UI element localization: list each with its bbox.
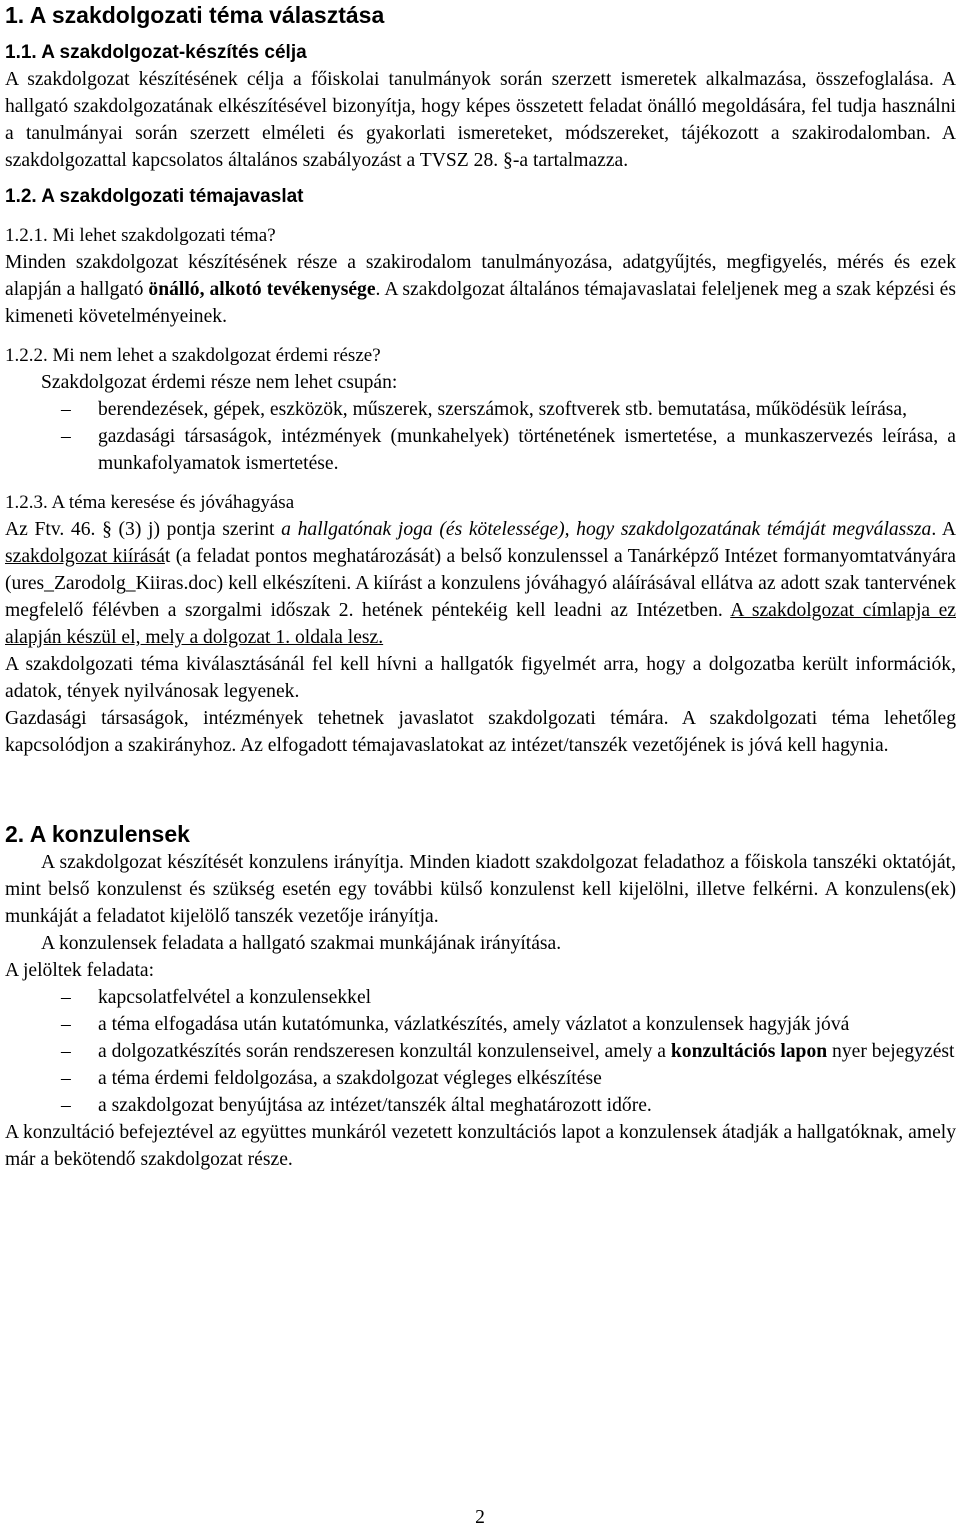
list-item: – kapcsolatfelvétel a konzulensekkel [5,984,956,1011]
q1-text-bold: önálló, alkotó tevékenysége [148,279,376,300]
q3-text-b: . A [931,519,956,540]
section-2-paragraph-2: A konzulensek feladata a hallgató szakmai munkájának irányítása. [41,933,562,954]
q3-text-underline-2: A szakdolgozat címlapja ez alapján készül el, mely a dolgozat 1. oldala lesz. [5,600,956,648]
q3-text-underline-1: szakdolgozat kiírásá [5,546,165,567]
list-item: – a téma érdemi feldolgozása, a szakdolgozat végleges elkészítése [5,1065,956,1092]
q3-text-c: t (a feladat pontos meghatározását) a belső konzulenssel a Tanárképző Intézet formanyomtatványára (ures_Zarodolg_Kiiras.doc) kell elkészíteni. A kiírást a konzulens jóváhagyó aláírásával ellátva az adott szak tantervének megfelelő félévben a szorgalmi időszak 2. hetének péntekéig kell leadni az Intézetben. [5,546,956,621]
question-1-2-1-paragraph [5,249,956,330]
list-item: – a téma elfogadása után kutatómunka, vázlatkészítés, amely vázlatot a konzulensek hagyják jóvá [5,1011,956,1038]
list-item: – a szakdolgozat benyújtása az intézet/tanszék által meghatározott időre. [5,1092,956,1119]
section-2-paragraph-4: A konzultáció befejeztével az együttes munkáról vezetett konzultációs lapot a konzulensek átadják a hallgatóknak, amely már a bekötendő szakdolgozat része. [5,1122,956,1170]
question-1-2-3-heading: 1.2.3. A téma keresése és jóváhagyása [5,492,295,513]
section-2-paragraph-1: A szakdolgozat készítését konzulens irányítja. Minden kiadott szakdolgozat feladathoz a főiskola tanszéki oktatóját, mint belső konzulenst és szükség esetén egy további külső konzulenst kell kijelölni, illetve felkérni. A konzulens(ek) munkáját a feladatot kijelölő tanszék vezetője irányítja. [5,852,956,927]
section-2-paragraph-3: A jelöltek feladata: [5,960,155,981]
subsection-1-1-heading: 1.1. A szakdolgozat-készítés célja [5,42,307,63]
q1-text-b: . A szakdolgozat általános témajavaslatai feleljenek meg a szak képzési és kimeneti követelményeinek. [5,279,956,327]
question-1-2-3-paragraph-3: Gazdasági társaságok, intézmények tehetnek javaslatot szakdolgozati témára. A szakdolgozati téma lehetőleg kapcsolódjon a szakirányhoz. Az elfogadott témajavaslatokat az intézet/tanszék vezetőjének is jóvá kell hagynia. [5,708,956,756]
section-2-heading: 2. A konzulensek [5,821,190,847]
candidate-tasks-list [5,984,956,1119]
page-number: 2 [475,1507,485,1528]
list-item [5,1038,956,1065]
question-1-2-1-heading: 1.2.1. Mi lehet szakdolgozati téma? [5,225,276,246]
item-text-bold: konzultációs lapon [670,1041,828,1062]
list-item: – gazdasági társaságok, intézmények (munkahelyek) történetének ismertetése, a munkaszervezés leírása, a munkafolyamatok ismertetése. [5,423,956,477]
list-item: – berendezések, gépek, eszközök, műszerek, szerszámok, szoftverek stb. bemutatása, működésük leírása, [5,396,956,423]
question-1-2-2-intro: Szakdolgozat érdemi része nem lehet csupán: [41,372,398,393]
section-1-heading: 1. A szakdolgozati téma választása [5,2,385,28]
item-text-a: a dolgozatkészítés során rendszeresen konzultál konzulenseivel, amely a [98,1041,671,1062]
question-1-2-3-paragraph-2: A szakdolgozati téma kiválasztásánál fel kell hívni a hallgatók figyelmét arra, hogy a dolgozatba került információk, adatok, tények nyilvánosak legyenek. [5,654,956,702]
q3-text-italic: a hallgatónak joga (és kötelessége), hogy szakdolgozatának témáját megválassza [281,519,932,540]
q1-text-a: Minden szakdolgozat készítésének része a szakirodalom tanulmányozása, adatgyűjtés, megfigyelés, mérés és ezek alapján a hallgató [5,252,956,300]
subsection-1-1-paragraph: A szakdolgozat készítésének célja a főiskolai tanulmányok során szerzett ismeretek alkalmazása, összefoglalása. A hallgató szakdolgozatának elkészítésével bizonyítja, hogy képes összetett feladat önálló megoldására, fel tudja használni a tanulmányai során szerzett elméleti és gyakorlati ismereteket, módszereket, tájékozott a szakirodalomban. A szakdolgozattal kapcsolatos általános szabályozást a TVSZ 28. §-a tartalmazza. [5,69,956,171]
not-allowed-list [5,396,956,477]
item-text-b: nyer bejegyzést [827,1041,955,1062]
question-1-2-3-paragraph-1 [5,516,956,651]
subsection-1-2-heading: 1.2. A szakdolgozati témajavaslat [5,186,304,207]
question-1-2-2-heading: 1.2.2. Mi nem lehet a szakdolgozat érdemi része? [5,345,381,366]
q3-text-a: Az Ftv. 46. § (3) j) pontja szerint [5,519,282,540]
document-page [5,0,956,1173]
